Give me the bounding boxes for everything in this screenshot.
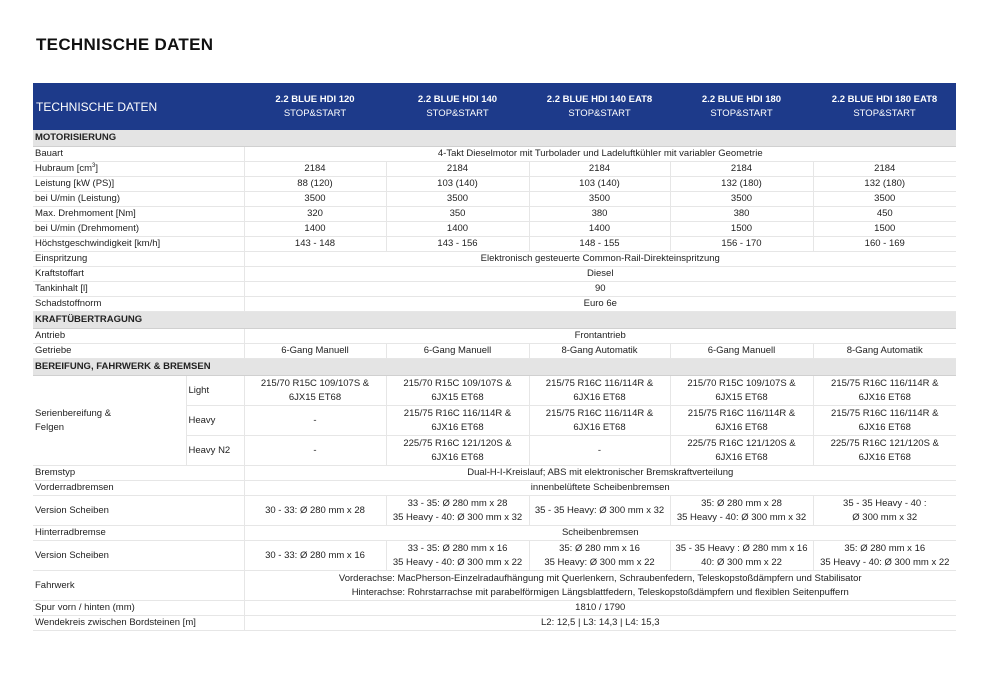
model-name: 2.2 BLUE HDI 120 [275,93,355,105]
section-header [33,130,956,147]
table-row [33,222,956,237]
row-value: 4-Takt Dieselmotor mit Turbolader und Ladeluftkühler mit variabler Geometrie [244,147,956,162]
row-value: Euro 6e [244,297,956,312]
row-value: 3500 [386,192,529,207]
label-line-1: Serienbereifung & [35,407,112,419]
cell-line-1: 225/75 R16C 121/120S & [403,437,512,449]
row-label: Max. Drehmoment [Nm] [33,207,244,222]
cell-line-2: 6JX15 ET68 [288,391,342,403]
cell-line-1: 215/75 R16C 116/114R & [831,377,939,389]
table-row [33,267,956,282]
row-value [244,571,956,601]
row-value [670,376,813,406]
cell-line-1: 215/75 R16C 116/114R & [403,407,512,419]
section-header [33,312,956,329]
model-header [529,83,670,130]
tire-row [33,376,956,406]
cell-line-1: 35: Ø 280 mm x 16 [844,542,926,554]
row-label [33,162,244,177]
table-row [33,526,956,541]
cell-line-1: 33 - 35: Ø 280 mm x 16 [407,542,508,554]
table-row [33,601,956,616]
row-value [244,541,386,571]
model-sub: STOP&START [710,107,773,119]
row-value [670,541,813,571]
row-value: Dual-H-I-Kreislauf; ABS mit elektronischer Bremskraftverteilung [244,466,956,481]
label-end: ] [95,163,98,174]
row-value [813,541,956,571]
cell-line-1: 225/75 R16C 121/120S & [830,437,939,449]
row-value: 450 [813,207,956,222]
cell-line-2: 6JX16 ET68 [431,421,484,433]
row-value: 8-Gang Automatik [529,344,670,359]
row-label: Version Scheiben [33,496,244,526]
cell-line-1: 215/70 R15C 109/107S & [260,377,370,389]
row-value: 88 (120) [244,177,386,192]
cell-line-2: 6JX16 ET68 [715,451,768,463]
row-value: 2184 [670,162,813,177]
cell-line-2: 6JX16 ET68 [858,421,911,433]
row-value: 2184 [244,162,386,177]
cell-line-2: 6JX16 ET68 [858,391,911,403]
row-label: Antrieb [33,329,244,344]
row-label: Hinterradbremse [33,526,244,541]
table-row [33,571,956,601]
row-label: bei U/min (Drehmoment) [33,222,244,237]
row-value: 103 (140) [386,177,529,192]
table-row [33,252,956,267]
cell-line-1: 35: Ø 280 mm x 16 [559,542,640,554]
cell-line-2: 6JX16 ET68 [431,451,484,463]
row-value: Elektronisch gesteuerte Common-Rail-Direkteinspritzung [244,252,956,267]
cell-line-1: 215/75 R16C 116/114R & [545,407,654,419]
row-value: 156 - 170 [670,237,813,252]
cell-line-1: 215/75 R16C 116/114R & [831,407,939,419]
cell-line-2: 6JX16 ET68 [858,451,911,463]
row-value: 3500 [813,192,956,207]
cell-line-1: - [313,444,317,456]
model-header [813,83,956,130]
cell-line-2: 6JX15 ET68 [715,391,768,403]
section-title: BEREIFUNG, FAHRWERK & BREMSEN [33,359,956,376]
row-value: 132 (180) [670,177,813,192]
row-value [813,376,956,406]
header-label: TECHNISCHE DATEN [33,83,244,130]
table-row [33,329,956,344]
row-label: Wendekreis zwischen Bordsteinen [m] [33,616,244,631]
cell-line-1: - [597,444,602,456]
table-row [33,541,956,571]
row-value: 90 [244,282,956,297]
label-line-2: Felgen [35,421,65,433]
row-value [813,436,956,466]
model-sub: STOP&START [283,107,347,119]
table-row [33,496,956,526]
table-row [33,147,956,162]
cell-line-1: 30 - 33: Ø 280 mm x 28 [265,504,365,516]
cell-line-1: 30 - 33: Ø 280 mm x 16 [265,549,365,561]
row-value: 143 - 148 [244,237,386,252]
row-value: 6-Gang Manuell [244,344,386,359]
cell-line-2: 6JX16 ET68 [573,421,626,433]
table-row [33,207,956,222]
label-text: Hubraum [cm [35,163,93,174]
model-header [244,83,386,130]
row-value: 3500 [670,192,813,207]
cell-line-1: 35 - 35 Heavy - 40 : [843,497,927,509]
row-label: Bauart [33,147,244,162]
row-label: bei U/min (Leistung) [33,192,244,207]
row-value [813,406,956,436]
row-label: Tankinhalt [l] [33,282,244,297]
section-title: KRAFTÜBERTRAGUNG [33,312,956,329]
row-value [244,406,386,436]
tire-variant-label: Heavy N2 [186,436,244,466]
row-value: 160 - 169 [813,237,956,252]
model-name: 2.2 BLUE HDI 140 [417,93,498,105]
tire-group-label [33,376,186,466]
table-row [33,282,956,297]
cell-line-1: 215/70 R15C 109/107S & [403,377,512,389]
row-value [244,376,386,406]
row-label: Vorderradbremsen [33,481,244,496]
cell-line-1: 35 - 35 Heavy: Ø 300 mm x 32 [534,504,665,516]
model-header [386,83,529,130]
row-value [244,436,386,466]
row-value [386,376,529,406]
row-value: 8-Gang Automatik [813,344,956,359]
page-title: TECHNISCHE DATEN [36,35,214,54]
cell-line-2: 6JX16 ET68 [573,391,626,403]
row-value: 1400 [244,222,386,237]
row-value: 2184 [529,162,670,177]
row-value [386,406,529,436]
row-value: 320 [244,207,386,222]
row-value: 1500 [670,222,813,237]
row-value: 1400 [529,222,670,237]
cell-line-2: 40: Ø 300 mm x 22 [701,556,782,568]
row-label: Spur vorn / hinten (mm) [33,601,244,616]
cell-line-1: 33 - 35: Ø 280 mm x 28 [407,497,508,509]
cell-line-2: 35 Heavy - 40: Ø 300 mm x 22 [820,556,950,568]
cell-line-2: Hinterachse: Rohrstarrachse mit parabelförmigen Längsblattfedern, Teleskopstoßdämpfern und flexiblen Seitenpuffern [351,586,849,598]
cell-line-2: Ø 300 mm x 32 [852,511,918,523]
row-value: 380 [529,207,670,222]
model-name: 2.2 BLUE HDI 180 [701,93,782,105]
table-row [33,237,956,252]
row-value: 132 (180) [813,177,956,192]
row-value: innenbelüftete Scheibenbremsen [244,481,956,496]
row-label: Schadstoffnorm [33,297,244,312]
row-value: 3500 [529,192,670,207]
row-label: Getriebe [33,344,244,359]
row-value: L2: 12,5 | L3: 14,3 | L4: 15,3 [244,616,956,631]
row-value [529,541,670,571]
model-header [670,83,813,130]
row-value [386,496,529,526]
row-value: 2184 [386,162,529,177]
row-value: 1500 [813,222,956,237]
model-sub: STOP&START [853,107,916,119]
table-row [33,466,956,481]
row-value: Scheibenbremsen [244,526,956,541]
cell-line-2: 35 Heavy - 40: Ø 300 mm x 32 [392,511,523,523]
cell-line-2: 6JX15 ET68 [431,391,484,403]
cell-line-2: 35 Heavy - 40: Ø 300 mm x 32 [676,511,807,523]
section-title: MOTORISIERUNG [33,130,956,147]
table-row [33,177,956,192]
row-label: Fahrwerk [33,571,244,601]
row-value: Diesel [244,267,956,282]
row-value: Frontantrieb [244,329,956,344]
cell-line-1: 215/70 R15C 109/107S & [687,377,796,389]
row-label: Version Scheiben [33,541,244,571]
row-value [529,436,670,466]
table-header [33,83,956,130]
row-value: 380 [670,207,813,222]
spec-table [33,83,956,631]
cell-line-2: 35 Heavy - 40: Ø 300 mm x 22 [392,556,523,568]
cell-line-2: 6JX16 ET68 [715,421,768,433]
row-value [386,541,529,571]
cell-line-1: 35: Ø 280 mm x 28 [701,497,782,509]
row-value [813,496,956,526]
row-value [670,496,813,526]
model-sub: STOP&START [426,107,489,119]
row-value: 148 - 155 [529,237,670,252]
cell-line-1: 225/75 R16C 121/120S & [687,437,796,449]
row-value: 6-Gang Manuell [670,344,813,359]
cell-line-1: Vorderachse: MacPherson-Einzelradaufhängung mit Querlenkern, Schraubenfedern, Teleskopstoßdämpfern und Stabilisator [338,572,862,584]
row-value [670,436,813,466]
row-label: Kraftstoffart [33,267,244,282]
row-value: 1400 [386,222,529,237]
model-name: 2.2 BLUE HDI 140 EAT8 [546,93,653,105]
row-value [529,406,670,436]
table-row [33,192,956,207]
cell-line-1: 215/75 R16C 116/114R & [545,377,654,389]
cell-line-1: 35 - 35 Heavy : Ø 280 mm x 16 [675,542,808,554]
table-row [33,162,956,177]
row-value: 103 (140) [529,177,670,192]
row-value: 2184 [813,162,956,177]
row-value: 350 [386,207,529,222]
cell-line-2: 35 Heavy: Ø 300 mm x 22 [544,556,655,568]
row-value: 6-Gang Manuell [386,344,529,359]
cell-line-1: - [313,414,317,426]
row-value [244,496,386,526]
row-value [529,376,670,406]
row-value [386,436,529,466]
model-name: 2.2 BLUE HDI 180 EAT8 [831,93,938,105]
row-label: Einspritzung [33,252,244,267]
row-label: Bremstyp [33,466,244,481]
model-sub: STOP&START [568,107,631,119]
section-header [33,359,956,376]
row-value [670,406,813,436]
row-value: 1810 / 1790 [244,601,956,616]
row-value: 3500 [244,192,386,207]
table-row [33,481,956,496]
table-row [33,344,956,359]
row-value: 143 - 156 [386,237,529,252]
label-sup: 3 [92,162,96,169]
row-label: Höchstgeschwindigkeit [km/h] [33,237,244,252]
row-value [529,496,670,526]
table-row [33,297,956,312]
row-label: Leistung [kW (PS)] [33,177,244,192]
tire-variant-label: Light [186,376,244,406]
table-row [33,616,956,631]
tire-variant-label: Heavy [186,406,244,436]
cell-line-1: 215/75 R16C 116/114R & [687,407,796,419]
